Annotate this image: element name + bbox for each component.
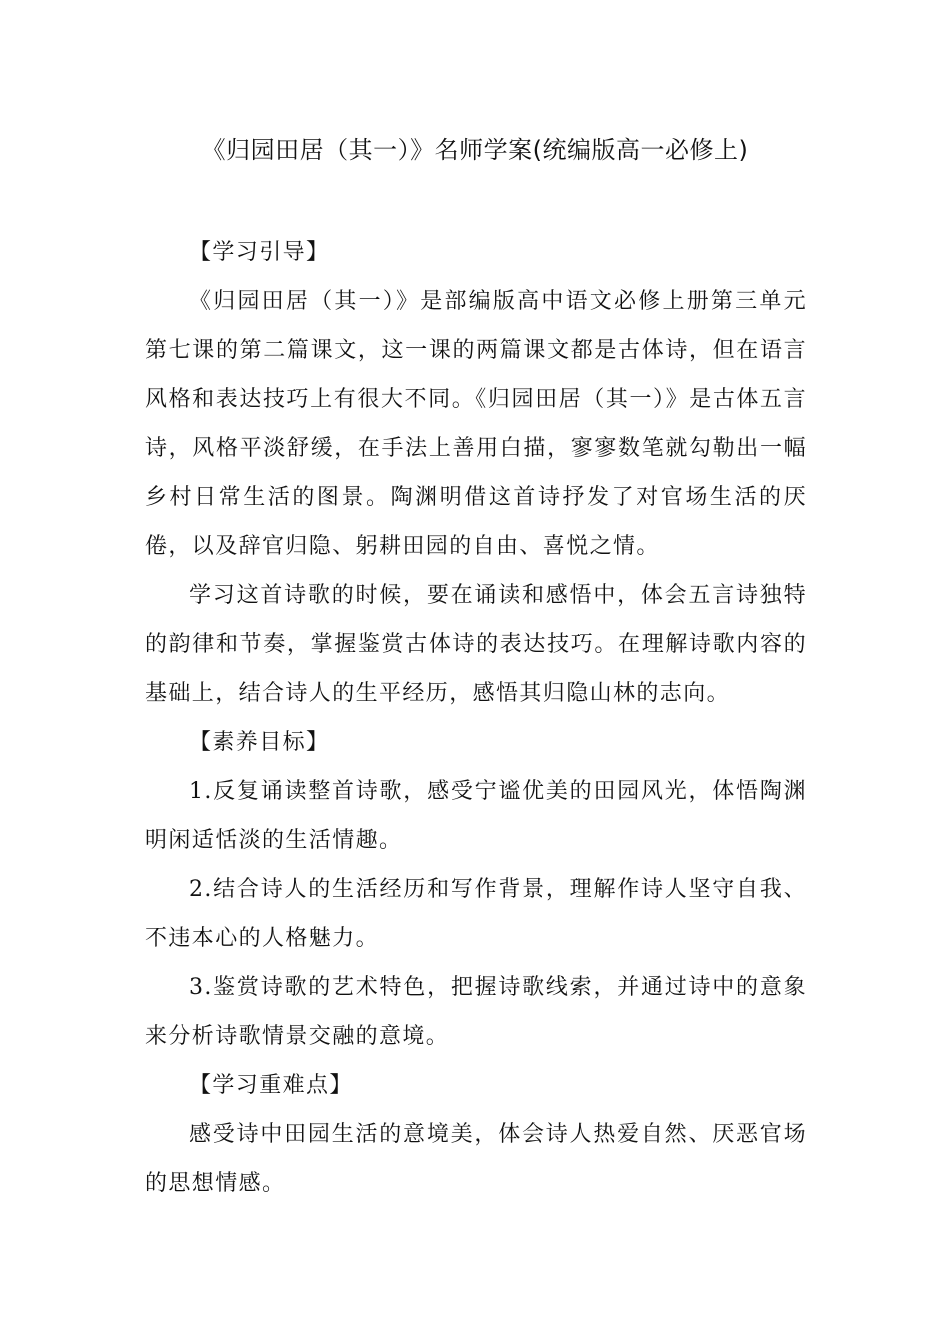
document-title: 《归园田居（其一）》名师学案(统编版高一必修上): [201, 136, 749, 164]
section-heading-key-points: 【学习重难点】: [189, 1073, 353, 1098]
guide-paragraph: 《归园田居（其一）》是部编版高中语文必修上册第三单元第七课的第二篇课文，这一课的两篇课文都是古体诗，但在语言风格和表达技巧上有很大不同。《归园田居（其一）》是古体五言诗，风格平淡舒缓，在手法上善用白描，寥寥数笔就勾勒出一幅乡村日常生活的图景。陶渊明借这首诗抒发了对官场生活的厌倦，以及辞官归隐、躬耕田园的自由、喜悦之情。: [145, 289, 807, 559]
key-points-paragraph: 感受诗中田园生活的意境美，体会诗人热爱自然、厌恶官场的思想情感。: [145, 1122, 807, 1196]
document-body: [145, 228, 807, 1208]
goal-item: 1.反复诵读整首诗歌，感受宁谧优美的田园风光，体悟陶渊明闲适恬淡的生活情趣。: [145, 779, 807, 853]
guide-paragraph: 学习这首诗歌的时候，要在诵读和感悟中，体会五言诗独特的韵律和节奏，掌握鉴赏古体诗的表达技巧。在理解诗歌内容的基础上，结合诗人的生平经历，感悟其归隐山林的志向。: [145, 583, 807, 706]
section-heading-goals: 【素养目标】: [189, 730, 330, 755]
goal-item: 2.结合诗人的生活经历和写作背景，理解作诗人坚守自我、不违本心的人格魅力。: [145, 877, 807, 951]
goal-item: 3.鉴赏诗歌的艺术特色，把握诗歌线索，并通过诗中的意象来分析诗歌情景交融的意境。: [145, 975, 807, 1049]
section-heading-guide: 【学习引导】: [189, 240, 330, 265]
